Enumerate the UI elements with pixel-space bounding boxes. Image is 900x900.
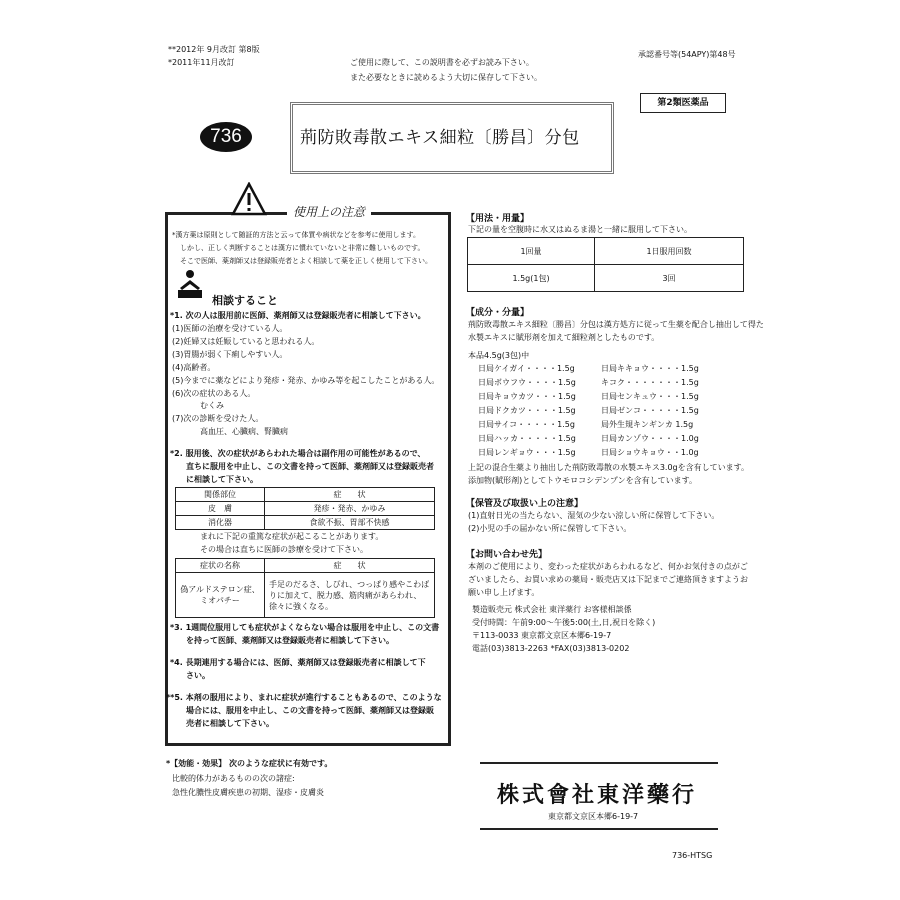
side-effects-table (175, 487, 435, 530)
ingredients-desc-2: 水製エキスに賦形剤を加えて細粒剤としたものです。 (468, 333, 660, 342)
ingredients-desc-1: 荊防敗毒散エキス細粒〔勝昌〕分包は漢方処方に従って生薬を配合し抽出して得た (468, 320, 764, 329)
contact-heading: 【お問い合わせ先】 (466, 550, 548, 560)
table-cell: 3回 (595, 265, 744, 292)
caution-item-2-line-2: 直ちに服用を中止し、この文書を持って医師、薬剤師又は登録販売者 (186, 462, 434, 471)
ingredient-item: 日局ハッカ・・・・・1.5g (478, 434, 576, 443)
contact-maker: 製造販売元 株式会社 東洋薬行 お客様相談係 (472, 605, 632, 614)
company-address: 東京都文京区本郷6-19-7 (548, 812, 639, 821)
warning-icon (231, 182, 267, 216)
table-header: 1回量 (468, 238, 595, 265)
dosage-description: 下記の量を空腹時に水又はぬるま湯と一緒に服用して下さい。 (468, 225, 692, 234)
caution-item-2-line-1: *2. 服用後、次の症状があらわれた場合は副作用の可能性があるので、 (170, 449, 426, 458)
dosage-table (467, 237, 744, 292)
contact-line-2: ざいましたら、お買い求めの薬局・販売店又は下記までご連絡頂きますようお (468, 575, 748, 584)
table-cell: 食欲不振、胃部不快感 (265, 516, 435, 530)
table-header: 関係部位 (176, 488, 265, 502)
revision-note-2: *2011年11月改訂 (168, 58, 235, 67)
ingredient-item: 局外生規キンギンカ 1.5g (601, 420, 694, 429)
caution-item-4-line-1: *4. 長期連用する場合には、医師、薬剤師又は登録販売者に相談して下 (170, 658, 426, 667)
rare-symptoms-note-1: まれに下記の重篤な症状が起こることがあります。 (200, 532, 384, 541)
ingredient-item: 日局サイコ・・・・・1.5g (478, 420, 575, 429)
table-header: 症状の名称 (176, 559, 265, 573)
caution-item-1-5: (5)今までに薬などにより発疹・発赤、かゆみ等を起こしたことがある人。 (172, 376, 440, 385)
caution-item-3-line-2: を持って医師、薬剤師又は登録販売者に相談して下さい。 (186, 636, 394, 645)
caution-intro-3: そこで医師、薬剤師又は登録販売者とよく相談して薬を正しく使用して下さい。 (180, 257, 432, 265)
rare-symptoms-note-2: その場合は直ちに医師の診療を受けて下さい。 (200, 545, 368, 554)
caution-item-1-6-detail: むくみ (200, 401, 224, 410)
caution-item-5-line-1: **5. 本剤の服用により、まれに症状が進行することもあるので、このような (166, 693, 442, 702)
caution-intro-2: しかし、正しく判断することは漢方に慣れていないと非常に難しいものです。 (180, 244, 425, 252)
drug-category-badge: 第2類医薬品 (640, 93, 726, 113)
table-cell: 消化器 (176, 516, 265, 530)
ingredients-note-1: 上記の混合生薬より抽出した荊防敗毒散の水製エキス3.0gを含有しています。 (468, 463, 749, 472)
consult-person-icon (176, 268, 204, 300)
caution-item-1-1: (1)医師の治療を受けている人。 (172, 324, 288, 333)
caution-item-1-6: (6)次の症状のある人。 (172, 389, 256, 398)
product-number-badge: 736 (200, 122, 252, 152)
caution-item-1: *1. 次の人は服用前に医師、薬剤師又は登録販売者に相談して下さい。 (170, 311, 426, 320)
ingredient-item: 日局レンギョウ・・・1.5g (478, 448, 576, 457)
ingredient-item: 日局ドクカツ・・・・1.5g (478, 406, 576, 415)
read-notice-1: ご使用に際して、この説明書を必ずお読み下さい。 (350, 58, 534, 67)
contact-hours: 受付時間：午前9:00～午後5:00(土,日,祝日を除く) (472, 618, 656, 627)
contact-line-3: 願い申し上げます。 (468, 588, 540, 597)
dosage-heading: 【用法・用量】 (466, 214, 530, 224)
serious-symptoms-table (175, 558, 435, 618)
ingredient-item: 日局センキュウ・・・1.5g (601, 392, 699, 401)
table-header: 症 状 (265, 488, 435, 502)
efficacy-heading: *【効能・効果】 次のような症状に有効です。 (166, 759, 333, 768)
revision-note-1: **2012年 9月改訂 第8版 (168, 45, 260, 54)
company-logo-name: 株式會社東洋藥行 (497, 782, 698, 808)
consult-heading: 相談すること (212, 294, 278, 307)
read-notice-2: また必要なときに読めるよう大切に保存して下さい。 (350, 73, 542, 82)
table-header: 症 状 (265, 559, 435, 573)
table-cell: 1.5g(1包) (468, 265, 595, 292)
storage-line-1: (1)直射日光の当たらない、湿気の少ない涼しい所に保管して下さい。 (468, 511, 720, 520)
ingredient-item: 日局キキョウ・・・・1.5g (601, 364, 699, 373)
caution-item-3-line-1: *3. 1週間位服用しても症状がよくならない場合は服用を中止し、この文書 (170, 623, 440, 632)
ingredient-item: 日局ゼンコ・・・・・1.5g (601, 406, 699, 415)
approval-number: 承認番号等(54APY)第48号 (638, 50, 736, 59)
caution-item-5-line-2: 場合には、服用を中止し、この文書を持って医師、薬剤師又は登録販 (186, 706, 434, 715)
contact-line-1: 本剤のご使用により、変わった症状があらわれるなど、何かお気付きの点がご (468, 562, 748, 571)
ingredient-item: 日局キョウカツ・・・1.5g (478, 392, 576, 401)
ingredients-heading: 【成分・分量】 (466, 308, 530, 318)
table-cell: 皮 膚 (176, 502, 265, 516)
ingredients-per: 本品4.5g(3包)中 (468, 351, 530, 360)
efficacy-line-1: 比較的体力があるものの次の諸症: (172, 774, 295, 783)
caution-item-2-line-3: に相談して下さい。 (186, 475, 258, 484)
table-cell: 発疹・発赤、かゆみ (265, 502, 435, 516)
efficacy-line-2: 急性化膿性皮膚疾患の初期、湿疹・皮膚炎 (172, 788, 324, 797)
ingredient-item: 日局カンゾウ・・・・1.0g (601, 434, 699, 443)
contact-phone: 電話(03)3813-2263 *FAX(03)3813-0202 (472, 644, 630, 653)
storage-heading: 【保管及び取扱い上の注意】 (466, 499, 584, 509)
company-rule-bottom (480, 828, 718, 830)
company-rule-top (480, 762, 718, 764)
table-cell: 偽アルドステロン症、ミオパチー (176, 573, 265, 618)
table-header: 1日服用回数 (595, 238, 744, 265)
caution-title: 使用上の注意 (287, 203, 371, 220)
ingredient-item: 日局ショウキョウ・・1.0g (601, 448, 699, 457)
ingredient-item: 日局ケイガイ・・・・1.5g (478, 364, 575, 373)
storage-line-2: (2)小児の手の届かない所に保管して下さい。 (468, 524, 632, 533)
ingredients-note-2: 添加物(賦形剤)としてトウモロコシデンプンを含有しています。 (468, 476, 697, 485)
table-cell: 手足のだるさ、しびれ、つっぱり感やこわばりに加えて、脱力感、筋肉痛があらわれ、徐々に強くなる。 (265, 573, 435, 618)
product-title: 荊防敗毒散エキス細粒〔勝昌〕分包 (300, 128, 580, 148)
caution-item-1-2: (2)妊婦又は妊娠していると思われる人。 (172, 337, 320, 346)
caution-item-1-7: (7)次の診断を受けた人。 (172, 414, 264, 423)
caution-item-1-4: (4)高齢者。 (172, 363, 216, 372)
ingredient-item: キコク・・・・・・・1.5g (601, 378, 699, 387)
caution-item-1-7-detail: 高血圧、心臓病、腎臓病 (200, 427, 288, 436)
caution-intro-1: *漢方薬は原則として随証的方法と云って体質や病状などを参考に使用します。 (172, 231, 420, 239)
ingredient-item: 日局ボウフウ・・・・1.5g (478, 378, 576, 387)
document-code: 736-HTSG (672, 851, 713, 860)
caution-item-5-line-3: 売者に相談して下さい。 (186, 719, 274, 728)
caution-item-1-3: (3)胃腸が弱く下痢しやすい人。 (172, 350, 288, 359)
contact-address: 〒113-0033 東京都文京区本郷6-19-7 (472, 631, 612, 640)
caution-item-4-line-2: さい。 (186, 671, 210, 680)
